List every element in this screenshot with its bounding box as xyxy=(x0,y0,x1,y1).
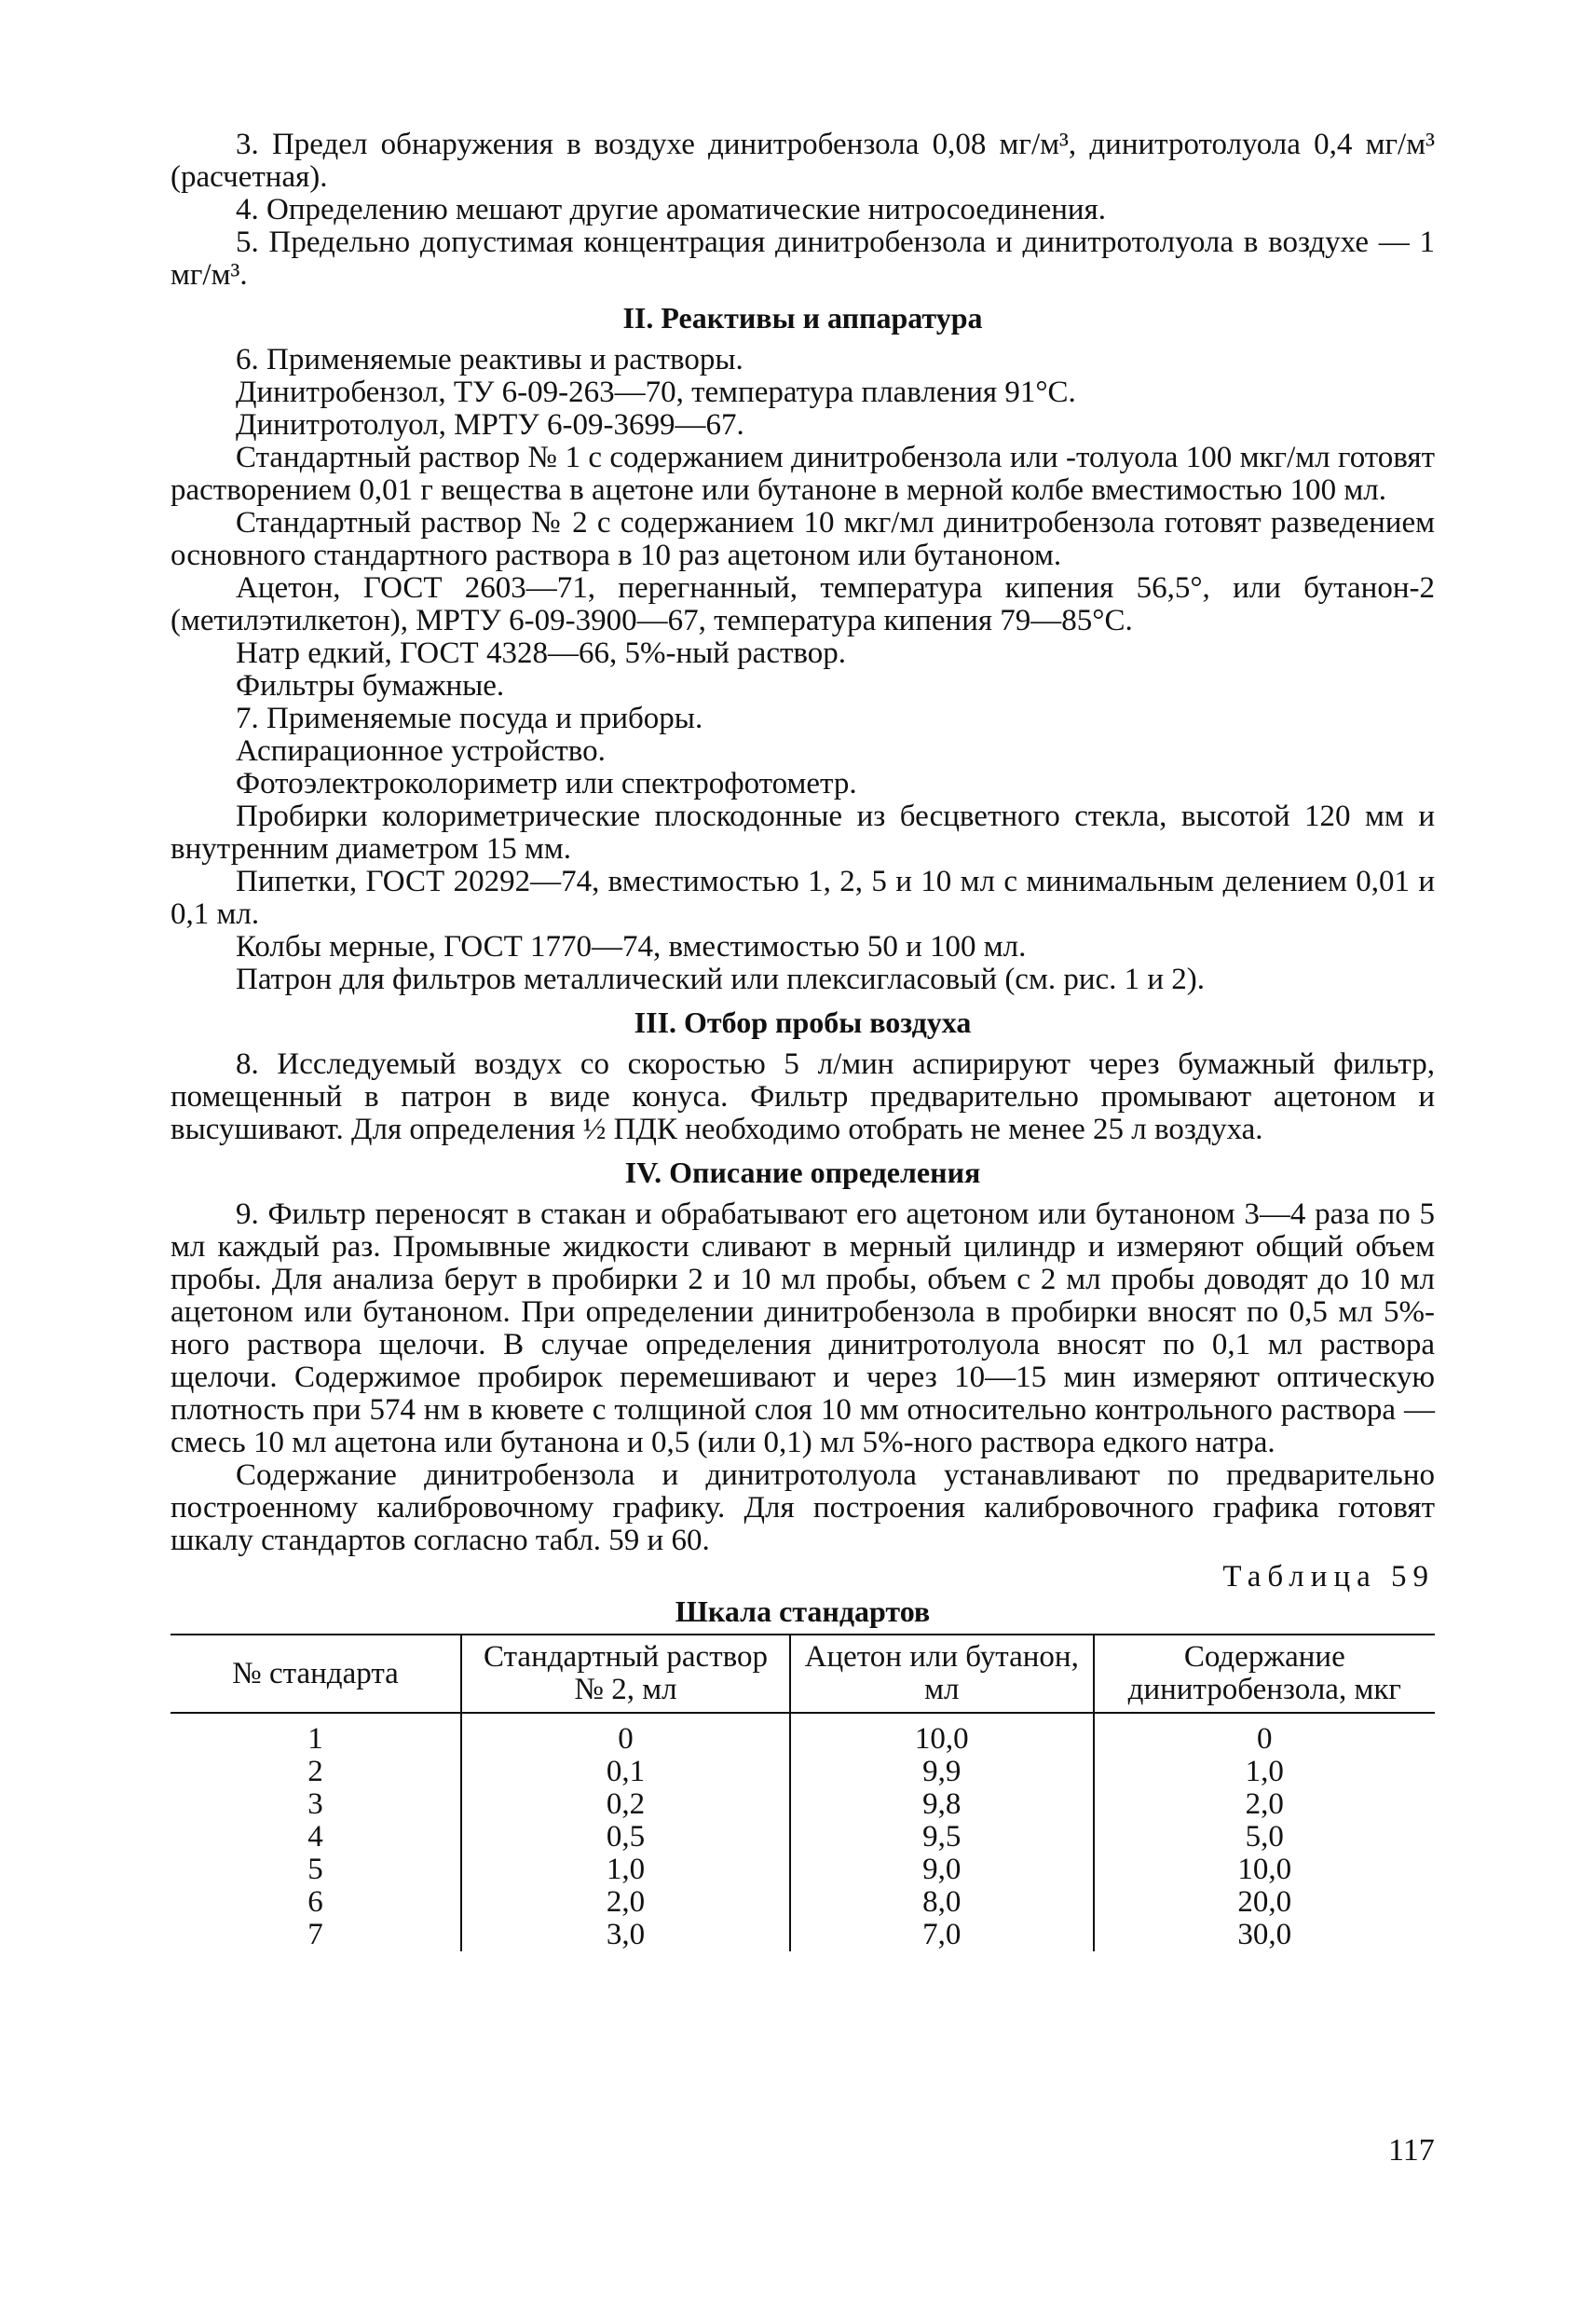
equipment-flasks: Колбы мерные, ГОСТ 1770—74, вместимостью 50 и 100 мл. xyxy=(236,930,1027,964)
cell-number: 7 xyxy=(307,1918,323,1951)
cell-content: 20,0 xyxy=(1094,1886,1435,1919)
table-title: Шкала стандартов xyxy=(675,1594,931,1628)
cell-content: 2,0 xyxy=(1094,1788,1435,1821)
section-4-title: IV. Описание определения xyxy=(624,1156,981,1189)
cell-number: 2 xyxy=(307,1755,323,1788)
cell-content: 30,0 xyxy=(1094,1919,1435,1951)
cell-number: 1 xyxy=(307,1722,323,1756)
reagent-dinitrobenzene: Динитробензол, ТУ 6-09-263—70, температура плавления 91°С. xyxy=(236,376,1076,409)
reagent-naoh: Натр едкий, ГОСТ 4328—66, 5%-ный раствор. xyxy=(236,636,847,670)
cell-content: 1,0 xyxy=(1094,1756,1435,1788)
table-row xyxy=(171,1756,1435,1788)
table-header-row xyxy=(171,1635,1435,1713)
standards-table xyxy=(171,1634,1435,1951)
table-row xyxy=(171,1713,1435,1756)
cell-number: 3 xyxy=(307,1787,323,1821)
section-2-title: II. Реактивы и аппаратура xyxy=(622,301,983,335)
header-acetone: Ацетон или бутанон, мл xyxy=(790,1635,1094,1713)
equipment-cartridge: Патрон для фильтров металлический или плексигласовый (см. рис. 1 и 2). xyxy=(236,963,1206,996)
reagent-dinitrotoluene: Динитротолуол, МРТУ 6-09-3699—67. xyxy=(236,408,744,442)
cell-acetone: 9,0 xyxy=(790,1854,1094,1886)
table-caption: Таблица 59 xyxy=(1222,1560,1435,1594)
paragraph-3: 3. Предел обнаружения в воздухе динитробензола 0,08 мг/м³, динитротолуола 0,4 мг/м³ (расчетная). xyxy=(171,128,1435,194)
header-standard-solution: Стандартный раствор № 2, мл xyxy=(461,1635,790,1713)
cell-acetone: 9,5 xyxy=(790,1821,1094,1854)
paragraph-calibration: Содержание динитробензола и динитротолуола устанавливают по предварительно построенному калибровочному графику. Для построения калибровочного графика готовят шкалу стандартов согласно табл. 59 и 60. xyxy=(171,1458,1435,1557)
cell-content: 10,0 xyxy=(1094,1854,1435,1886)
cell-solution: 0,1 xyxy=(461,1756,790,1788)
table-row xyxy=(171,1788,1435,1821)
page-content xyxy=(171,129,1435,1951)
page-number: 117 xyxy=(1388,2133,1435,2168)
paragraph-4: 4. Определению мешают другие ароматические нитросоединения. xyxy=(236,193,1106,226)
cell-solution: 3,0 xyxy=(461,1919,790,1951)
header-content: Содержание динитробензола, мкг xyxy=(1094,1635,1435,1713)
paragraph-7: 7. Применяемые посуда и приборы. xyxy=(236,702,703,735)
cell-acetone: 9,8 xyxy=(790,1788,1094,1821)
standard-solution-2: Стандартный раствор № 2 с содержанием 10 мкг/мл динитробензола готовят разведением основного стандартного раствора в 10 раз ацетоном или бутаноном. xyxy=(171,506,1435,572)
paragraph-8: 8. Исследуемый воздух со скоростью 5 л/мин аспирируют через бумажный фильтр, помещенный в патрон в виде конуса. Фильтр предварительно промывают ацетоном и высушивают. Для определения ½ ПДК необходимо отобрать не менее 25 л воздуха. xyxy=(171,1047,1435,1146)
cell-acetone: 10,0 xyxy=(790,1713,1094,1756)
equipment-pipettes: Пипетки, ГОСТ 20292—74, вместимостью 1, 2, 5 и 10 мл с минимальным делением 0,01 и 0,1 мл. xyxy=(171,865,1435,931)
equipment-photometer: Фотоэлектроколориметр или спектрофотометр. xyxy=(236,767,857,800)
cell-solution: 0,5 xyxy=(461,1821,790,1854)
header-standard-number: № стандарта xyxy=(171,1635,461,1713)
cell-number: 6 xyxy=(307,1885,323,1919)
standard-solution-1: Стандартный раствор № 1 с содержанием динитробензола или -толуола 100 мкг/мл готовят растворением 0,01 г вещества в ацетоне или бутаноне в мерной колбе вместимостью 100 мл. xyxy=(171,441,1435,507)
cell-number: 4 xyxy=(307,1820,323,1854)
cell-acetone: 7,0 xyxy=(790,1919,1094,1951)
cell-content: 0 xyxy=(1094,1713,1435,1756)
cell-content: 5,0 xyxy=(1094,1821,1435,1854)
cell-number: 5 xyxy=(307,1853,323,1886)
cell-acetone: 9,9 xyxy=(790,1756,1094,1788)
cell-acetone: 8,0 xyxy=(790,1886,1094,1919)
table-row xyxy=(171,1821,1435,1854)
table-row xyxy=(171,1854,1435,1886)
cell-solution: 2,0 xyxy=(461,1886,790,1919)
cell-solution: 1,0 xyxy=(461,1854,790,1886)
paragraph-5: 5. Предельно допустимая концентрация динитробензола и динитротолуола в воздухе — 1 мг/м³. xyxy=(171,226,1435,292)
reagent-filters: Фильтры бумажные. xyxy=(236,669,505,703)
table-row xyxy=(171,1919,1435,1951)
cell-solution: 0 xyxy=(461,1713,790,1756)
paragraph-6: 6. Применяемые реактивы и растворы. xyxy=(236,343,743,376)
equipment-aspirator: Аспирационное устройство. xyxy=(236,734,606,768)
table-row xyxy=(171,1886,1435,1919)
cell-solution: 0,2 xyxy=(461,1788,790,1821)
reagent-acetone: Ацетон, ГОСТ 2603—71, перегнанный, температура кипения 56,5°, или бутанон-2 (метилэтилкетон), МРТУ 6-09-3900—67, температура кипения 79—85°С. xyxy=(171,571,1435,637)
section-3-title: III. Отбор пробы воздуха xyxy=(634,1006,972,1039)
paragraph-9: 9. Фильтр переносят в стакан и обрабатывают его ацетоном или бутаноном 3—4 раза по 5 мл каждый раз. Промывные жидкости сливают в мерный цилиндр и измеряют общий объем пробы. Для анализа берут в пробирки 2 и 10 мл пробы, объем с 2 мл пробы доводят до 10 мл ацетоном или бутаноном. При определении динитробензола в пробирки вносят по 0,5 мл 5%-ного раствора щелочи. В случае определения динитротолуола вносят по 0,1 мл раствора щелочи. Содержимое пробирок перемешивают и через 10—15 мин измеряют оптическую плотность при 574 нм в кювете с толщиной слоя 10 мм относительно контрольного раствора — смесь 10 мл ацетона или бутанона и 0,5 (или 0,1) мл 5%-ного раствора едкого натра. xyxy=(171,1197,1435,1459)
equipment-tubes: Пробирки колориметрические плоскодонные из бесцветного стекла, высотой 120 мм и внутренним диаметром 15 мм. xyxy=(171,800,1435,866)
